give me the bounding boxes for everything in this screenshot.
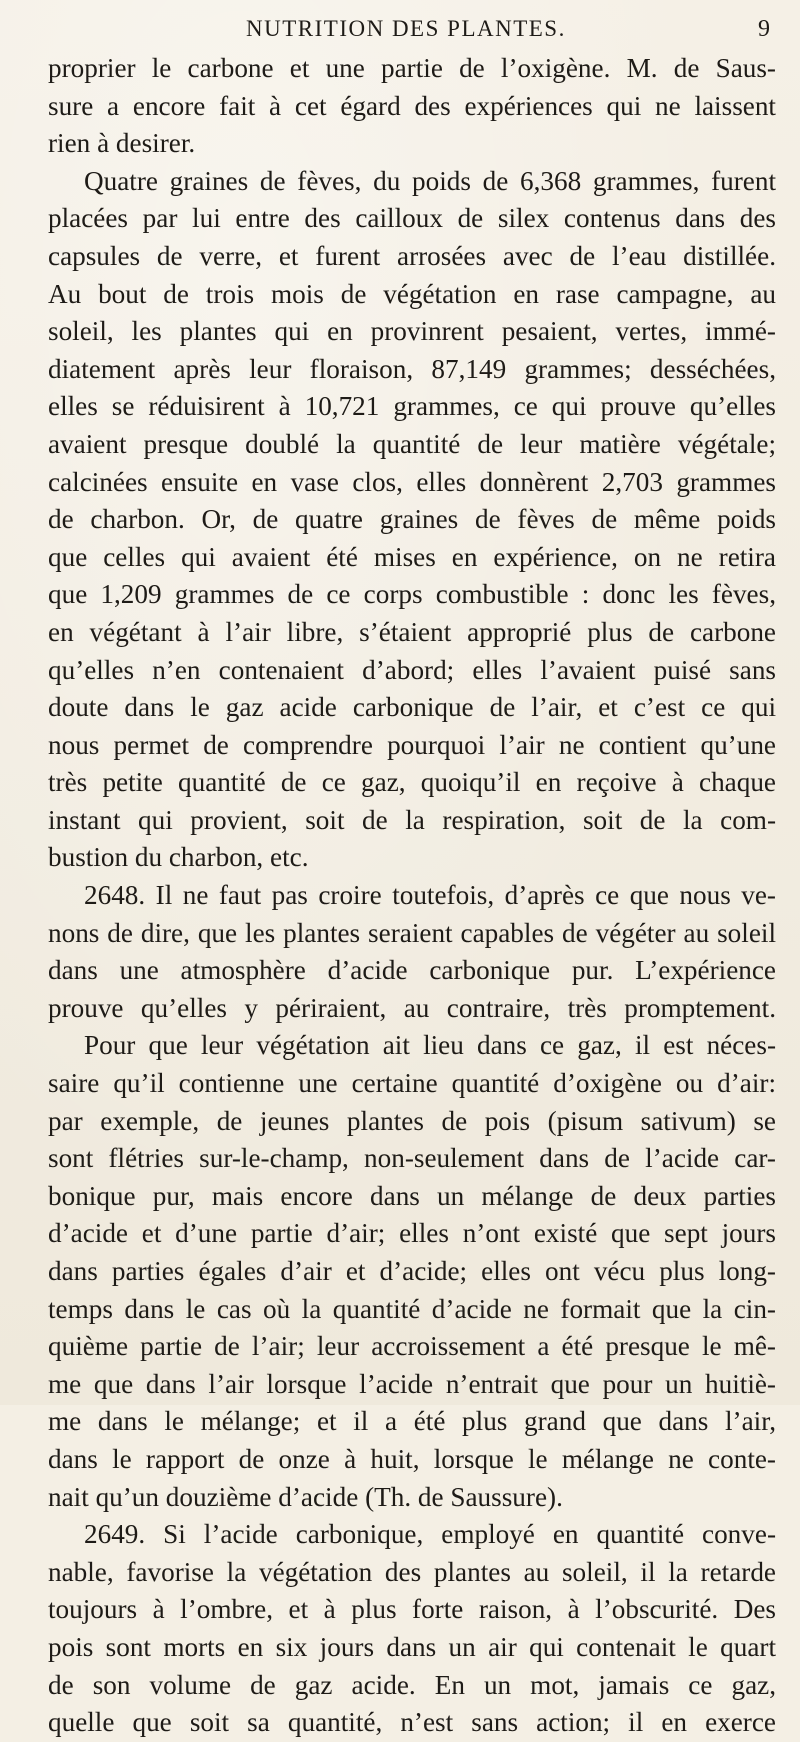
text-line: prouve qu’elles y périraient, au contraire, très promptement.: [48, 992, 776, 1023]
text-line: instant qui provient, soit de la respiration, soit de la com-: [48, 804, 776, 835]
text-line: sont flétries sur-le-champ, non-seulement dans de l’acide car-: [48, 1143, 776, 1174]
page-number: 9: [758, 16, 770, 42]
page-header: [210, 16, 780, 50]
text-line: de son volume de gaz acide. En un mot, jamais ce gaz,: [48, 1669, 776, 1700]
running-head: NUTRITION DES PLANTES.: [246, 16, 566, 41]
text-line: doute dans le gaz acide carbonique de l’air, et c’est ce qui: [48, 692, 776, 723]
text-line: soleil, les plantes qui en provinrent pesaient, vertes, immé-: [48, 316, 776, 347]
text-line: pois sont morts en six jours dans un air qui contenait le quart: [48, 1631, 776, 1662]
text-line: temps dans le cas où la quantité d’acide ne formait que la cin-: [48, 1293, 776, 1324]
text-line: nable, favorise la végétation des plantes au soleil, il la retarde: [48, 1556, 776, 1587]
paragraph-first-line: 2649. Si l’acide carbonique, employé en quantité conve-: [84, 1519, 776, 1550]
text-line: bonique pur, mais encore dans un mélange de deux parties: [48, 1180, 776, 1211]
text-line: en végétant à l’air libre, s’étaient approprié plus de carbone: [48, 616, 776, 647]
text-line: d’acide et d’une partie d’air; elles n’ont existé que sept jours: [48, 1218, 776, 1249]
text-line: quième partie de l’air; leur accroissement a été presque le mê-: [48, 1331, 776, 1362]
text-line: calcinées ensuite en vase clos, elles donnèrent 2,703 grammes: [48, 466, 776, 497]
text-line: nous permet de comprendre pourquoi l’air ne contient qu’une: [48, 729, 776, 760]
text-line: sure a encore fait à cet égard des expériences qui ne laissent: [48, 90, 776, 121]
text-line: elles se réduisirent à 10,721 grammes, ce qui prouve qu’elles: [48, 391, 776, 422]
text-line: très petite quantité de ce gaz, quoiqu’il en reçoive à chaque: [48, 767, 776, 798]
text-line: me que dans l’air lorsque l’acide n’entrait que pour un huitiè-: [48, 1368, 776, 1399]
text-line: toujours à l’ombre, et à plus forte raison, à l’obscurité. Des: [48, 1594, 776, 1625]
text-line: diatement après leur floraison, 87,149 grammes; desséchées,: [48, 353, 776, 384]
text-line: me dans le mélange; et il a été plus grand que dans l’air,: [48, 1406, 776, 1437]
text-line: qu’elles n’en contenaient d’abord; elles l’avaient puisé sans: [48, 654, 776, 685]
text-line: quelle que soit sa quantité, n’est sans action; il en exerce: [48, 1707, 776, 1738]
text-line: placées par lui entre des cailloux de silex contenus dans des: [48, 203, 776, 234]
text-line: nait qu’un douzième d’acide (Th. de Saussure).: [48, 1481, 563, 1512]
text-line: dans parties égales d’air et d’acide; elles ont vécu plus long-: [48, 1256, 776, 1286]
paragraph-first-line: 2648. Il ne faut pas croire toutefois, d’après ce que nous ve-: [84, 880, 776, 911]
text-line: de charbon. Or, de quatre graines de fèves de même poids: [48, 504, 776, 535]
text-line: saire qu’il contienne une certaine quantité d’oxigène ou d’air:: [48, 1068, 776, 1099]
text-line: avaient presque doublé la quantité de leur matière végétale;: [48, 428, 776, 459]
text-line: Au bout de trois mois de végétation en rase campagne, au: [48, 278, 776, 309]
text-line: bustion du charbon, etc.: [48, 842, 309, 873]
text-line: proprier le carbone et une partie de l’oxigène. M. de Saus-: [48, 53, 776, 83]
text-line: que celles qui avaient été mises en expérience, on ne retira: [48, 541, 776, 572]
body-text: [48, 50, 776, 1742]
text-line: dans le rapport de onze à huit, lorsque le mélange ne conte-: [48, 1443, 776, 1474]
text-line: rien à desirer.: [48, 128, 196, 159]
paragraph-first-line: Quatre graines de fèves, du poids de 6,368 grammes, furent: [84, 165, 776, 196]
text-line: par exemple, de jeunes plantes de pois (pisum sativum) se: [48, 1105, 776, 1136]
text-line: Pour que leur végétation ait lieu dans ce gaz, il est néces-: [84, 1030, 776, 1061]
text-line: nons de dire, que les plantes seraient capables de végéter au soleil: [48, 917, 776, 948]
text-line: capsules de verre, et furent arrosées avec de l’eau distillée.: [48, 240, 776, 271]
text-line: dans une atmosphère d’acide carbonique pur. L’expérience: [48, 955, 776, 986]
text-line: que 1,209 grammes de ce corps combustible : donc les fèves,: [48, 579, 776, 610]
